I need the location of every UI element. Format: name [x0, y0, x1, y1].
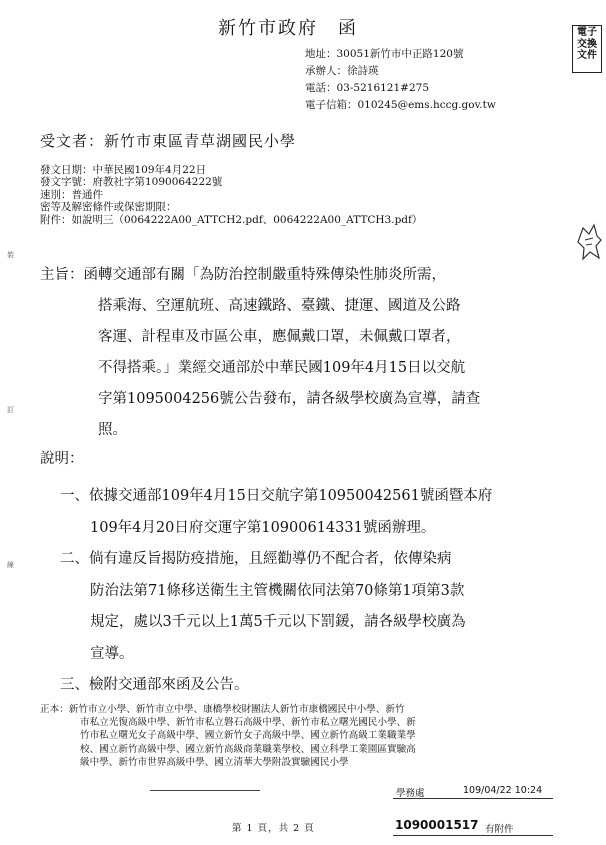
- binding-mark-line: 線: [7, 561, 14, 569]
- receipt-timestamp: 109/04/22 10:24: [463, 785, 543, 796]
- binding-mark-staple: 訂: [7, 406, 14, 414]
- receipt-dept: 學務處: [396, 788, 425, 799]
- contact-phone: 電話：03-5216121#275: [305, 82, 430, 94]
- binding-seal-icon: [575, 222, 603, 262]
- explanation-items: [60, 481, 492, 702]
- subject-line: 搭乘海、空運航班、高速鐵路、臺鐵、捷運、國道及公路: [98, 298, 461, 314]
- electronic-exchange-stamp: 電子交換文件: [572, 25, 602, 73]
- document-number: 發文字號：府教社字第1090064222號: [40, 176, 223, 189]
- explanation-line: 防治法第71條移送衛生主管機關依同法第70條第1項第3款: [90, 582, 465, 599]
- priority: 速別：普通件: [40, 188, 103, 201]
- explanation-line: 三、檢附交通部來函及公告。: [60, 677, 249, 693]
- contact-officer: 承辦人：徐詩瑛: [305, 65, 379, 77]
- explanation-label: 說明：: [40, 451, 84, 467]
- page-number: 第 1 頁，共 2 頁: [232, 823, 315, 834]
- copy-recipients: [40, 703, 416, 769]
- issue-date: 發文日期：中華民國109年4月22日: [40, 164, 207, 176]
- receipt-stamp: [393, 781, 553, 839]
- explanation-line: 109年4月20日府交運字第10900614331號函辦理。: [90, 519, 436, 536]
- classification: 密等及解密條件或保密期限：: [40, 201, 177, 214]
- copy-line: 市私立光復高級中學、新竹市私立磐石高級中學、新竹市私立曙光國民小學、新: [80, 717, 416, 729]
- binding-mark-bind: 裝: [7, 251, 14, 259]
- document-title: 新竹市政府 函: [218, 18, 358, 39]
- receipt-number: 1090001517: [395, 818, 479, 832]
- receipt-divider: [393, 835, 553, 836]
- subject-line: 主旨：函轉交通部有關「為防治控制嚴重特殊傳染性肺炎所需，: [40, 267, 446, 283]
- subject-line: 字第1095004256號公告發布，請各級學校廣為宣導，請查: [98, 391, 481, 407]
- explanation-line: 二、倘有違反旨揭防疫措施，且經勸導仍不配合者，依傳染病: [60, 551, 452, 567]
- copy-line: 竹市私立曙光女子高級中學、國立新竹女子高級中學、國立新竹高級工業職業學: [80, 730, 416, 742]
- subject-line: 客運、計程車及市區公車，應佩戴口罩，未佩戴口罩者，: [98, 329, 461, 345]
- subject-line: 不得搭乘。」業經交通部於中華民國109年4月15日以交航: [98, 360, 466, 376]
- receipt-attachment-note: 有附件: [485, 824, 514, 835]
- copy-line: 校、國立新竹高級中學、國立新竹高級商業職業學校、國立科學工業園區實驗高: [80, 743, 416, 755]
- contact-email: 電子信箱：010245@ems.hccg.gov.tw: [305, 99, 496, 111]
- copy-line: 級中學、新竹市世界高級中學、國立清華大學附設實驗國民小學: [80, 756, 349, 768]
- subject-section: [40, 260, 480, 446]
- explanation-line: 一、依據交通部109年4月15日交航字第10950042561號函暨本府: [60, 488, 493, 504]
- contact-address: 地址：30051新竹市中正路120號: [305, 48, 464, 60]
- subject-line: 照。: [98, 422, 127, 438]
- document-meta: [40, 164, 422, 226]
- footer-divider: [150, 790, 260, 791]
- copy-line: 正本：新竹市立小學、新竹市立中學、康橋學校財團法人新竹市康橋國民中小學、新竹: [40, 704, 405, 715]
- explanation-line: 規定，處以3千元以上1萬5千元以下罰鍰，請各級學校廣為: [90, 614, 466, 630]
- receipt-divider: [393, 798, 553, 799]
- recipient: 受文者：新竹市東區青草湖國民小學: [40, 132, 297, 150]
- explanation-line: 宣導。: [90, 645, 134, 662]
- attachments: 附件：如說明三（0064222A00_ATTCH2.pdf、0064222A00_ATTCH3.pdf）: [40, 213, 423, 226]
